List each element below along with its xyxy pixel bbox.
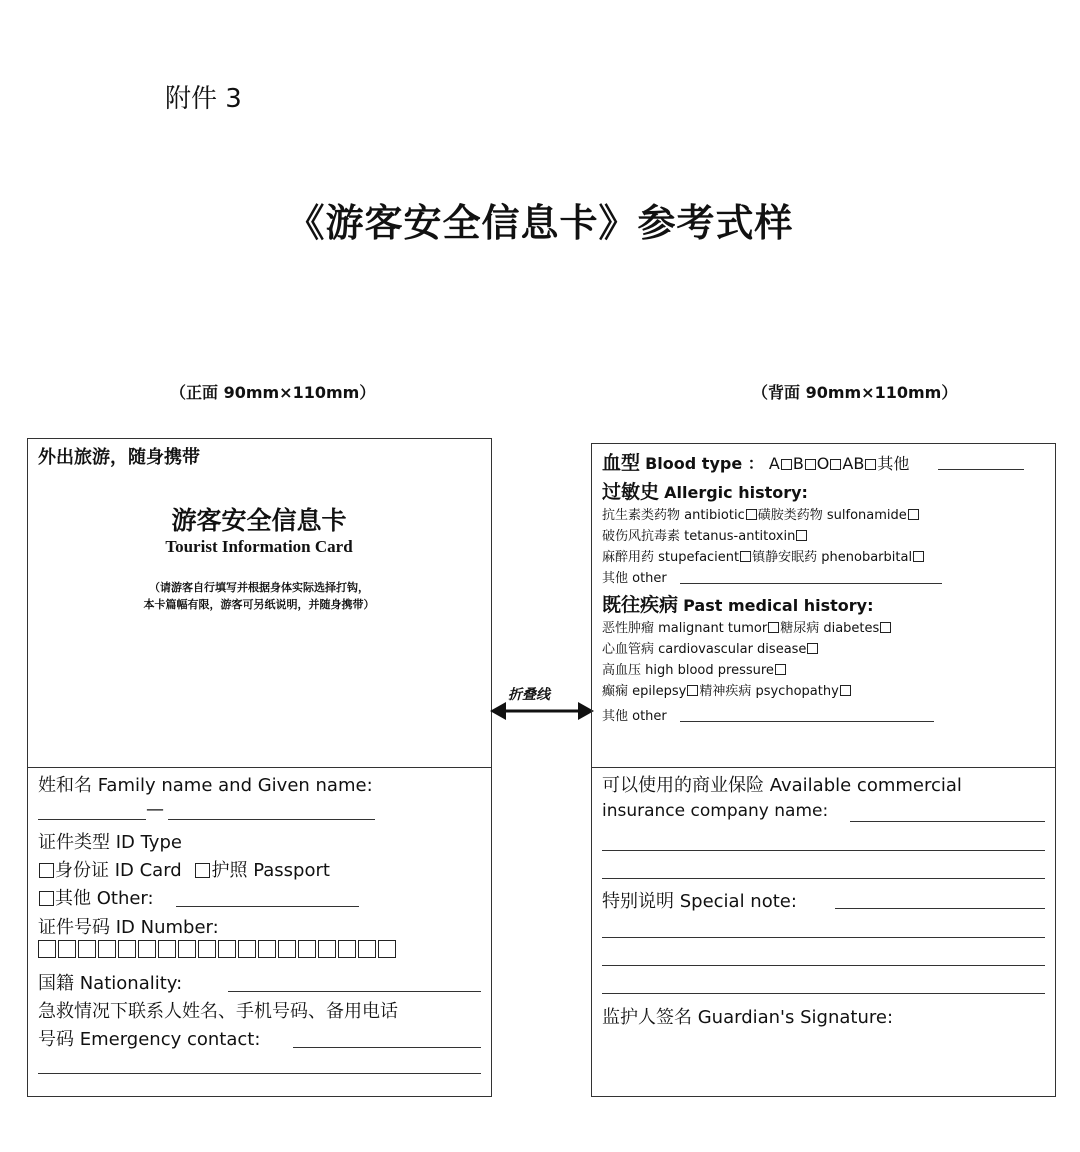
antibiotic-checkbox[interactable] (746, 509, 757, 520)
attachment-label: 附件 3 (165, 84, 242, 114)
id-type-label: 证件类型 ID Type (38, 832, 182, 853)
allergy-other-line[interactable] (680, 583, 942, 584)
name-dash: — (146, 799, 164, 820)
back-caption: （背面 90mm×110mm） (752, 383, 958, 402)
name-label: 姓和名 Family name and Given name: (38, 775, 373, 796)
emergency-line2: 号码 Emergency contact: (38, 1029, 261, 1050)
front-caption: （正面 90mm×110mm） (170, 383, 376, 402)
allergy-row2: 破伤风抗毒素 tetanus-antitoxin (602, 525, 808, 544)
phenobarbital-checkbox[interactable] (913, 551, 924, 562)
insurance-extra-line1[interactable] (602, 850, 1045, 851)
cardio-checkbox[interactable] (807, 643, 818, 654)
back-card (591, 443, 1056, 1097)
allergy-row1: 抗生素类药物 antibiotic 磺胺类药物 sulfonamide (602, 504, 920, 523)
blood-ab-checkbox[interactable] (865, 459, 876, 470)
diabetes-checkbox[interactable] (880, 622, 891, 633)
history-row4: 癫痫 epilepsy 精神疾病 psychopathy (602, 680, 852, 699)
blood-a-checkbox[interactable] (781, 459, 792, 470)
insurance-name-line[interactable] (850, 821, 1045, 822)
bp-checkbox[interactable] (775, 664, 786, 675)
other-id-row (38, 884, 154, 910)
stupefacient-checkbox[interactable] (740, 551, 751, 562)
emergency-extra-line[interactable] (38, 1073, 481, 1074)
other-id-checkbox[interactable] (39, 891, 54, 906)
id-card-checkbox[interactable] (39, 863, 54, 878)
family-name-line[interactable] (38, 819, 146, 820)
carry-note: 外出旅游，随身携带 (38, 447, 200, 468)
history-other-line[interactable] (680, 721, 934, 722)
emergency-line[interactable] (293, 1047, 481, 1048)
nationality-label: 国籍 Nationality: (38, 973, 183, 994)
id-card-label: 身份证 ID Card (55, 860, 182, 881)
fold-line-label: 折叠线 (508, 687, 550, 703)
fold-arrow-icon (490, 700, 594, 722)
psycho-checkbox[interactable] (840, 685, 851, 696)
guardian-signature-label: 监护人签名 Guardian's Signature: (602, 1007, 894, 1028)
passport-checkbox[interactable] (195, 863, 210, 878)
blood-type-en: Blood type ： (645, 454, 764, 473)
given-name-line[interactable] (168, 819, 375, 820)
history-row1: 恶性肿瘤 malignant tumor 糖尿病 diabetes (602, 617, 892, 636)
front-divider (28, 767, 491, 768)
allergy-heading: 过敏史 Allergic history: (602, 481, 808, 503)
allergy-other-label: 其他 other (602, 571, 667, 586)
allergy-row3: 麻醉用药 stupefacient 镇静安眠药 phenobarbital (602, 546, 925, 565)
back-divider (592, 767, 1055, 768)
history-row2: 心血管病 cardiovascular disease (602, 638, 819, 657)
blood-b-checkbox[interactable] (805, 459, 816, 470)
epilepsy-checkbox[interactable] (687, 685, 698, 696)
insurance-extra-line2[interactable] (602, 878, 1045, 879)
history-other-label: 其他 other (602, 709, 667, 724)
card-title-en: Tourist Information Card (165, 537, 353, 556)
sulfonamide-checkbox[interactable] (908, 509, 919, 520)
tumor-checkbox[interactable] (768, 622, 779, 633)
blood-o-checkbox[interactable] (830, 459, 841, 470)
history-row3: 高血压 high blood pressure (602, 659, 787, 678)
other-id-line[interactable] (176, 906, 359, 907)
special-note-extra-line1[interactable] (602, 937, 1045, 938)
insurance-line2: insurance company name: (602, 801, 829, 821)
id-number-boxes[interactable] (38, 940, 396, 958)
blood-other-line[interactable] (938, 469, 1024, 470)
special-note-line[interactable] (835, 908, 1045, 909)
nationality-line[interactable] (228, 991, 481, 992)
instructions-line2: 本卡篇幅有限，游客可另纸说明，并随身携带） (143, 598, 375, 611)
document-title: 《游客安全信息卡》参考式样 (286, 200, 794, 245)
blood-type-cn: 血型 (602, 452, 641, 474)
history-heading: 既往疾病 Past medical history: (602, 594, 874, 616)
emergency-line1: 急救情况下联系人姓名、手机号码、备用电话 (38, 1001, 398, 1022)
tetanus-checkbox[interactable] (796, 530, 807, 541)
card-title-cn: 游客安全信息卡 (171, 506, 347, 535)
insurance-line1: 可以使用的商业保险 Available commercial (602, 775, 962, 796)
blood-type-row: 血型 Blood type ： A B O AB 其他 (602, 452, 910, 474)
front-card (27, 438, 492, 1097)
instructions-line1: （请游客自行填写并根据身体实际选择打钩， (149, 581, 369, 594)
special-note-label: 特别说明 Special note: (602, 891, 797, 912)
special-note-extra-line3[interactable] (602, 993, 1045, 994)
other-id-label: 其他 Other: (55, 888, 154, 909)
id-type-options (38, 856, 330, 882)
special-note-extra-line2[interactable] (602, 965, 1045, 966)
id-number-label: 证件号码 ID Number: (38, 917, 219, 938)
passport-label: 护照 Passport (211, 860, 330, 881)
